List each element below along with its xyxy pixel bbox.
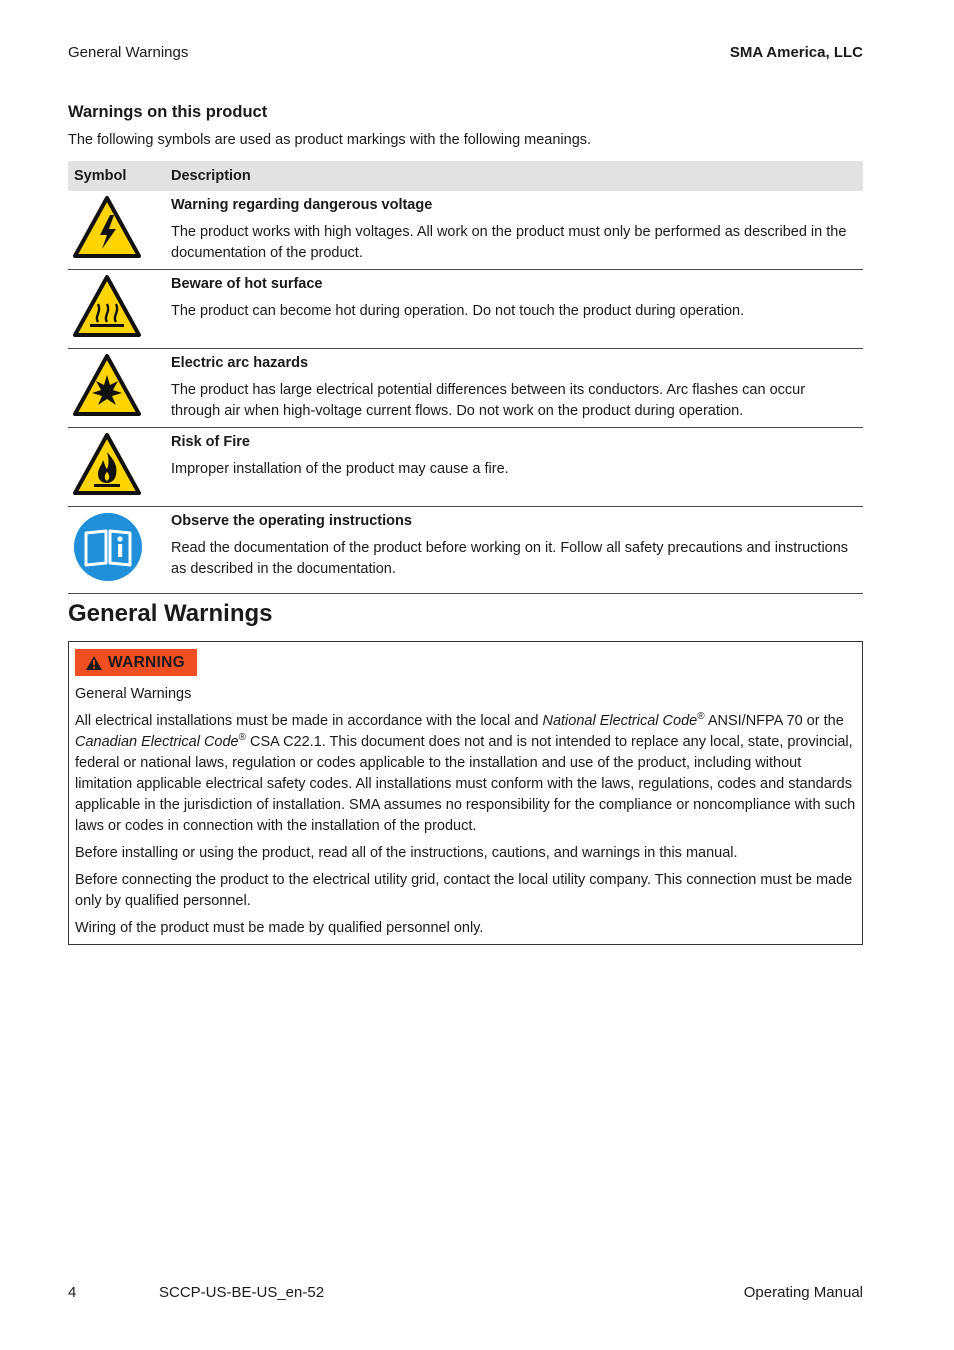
general-warnings-heading: General Warnings [68,600,273,627]
warning-box [68,641,863,945]
table-row [68,270,863,349]
table-header-row [68,161,863,191]
row-title: Risk of Fire [171,434,250,450]
warning-badge-label: WARNING [108,654,186,671]
warning-badge [75,649,197,676]
symbols-table [68,161,863,594]
warning-paragraph-utility: Before connecting the product to the electrical utility grid, contact the local utility company. This connection must be made only by qualified personnel. [75,871,853,909]
warning-paragraph-read-manual: Before installing or using the product, read all of the instructions, cautions, and warnings in this manual. [75,844,738,861]
row-description: The product has large electrical potential differences between its conductors. Arc flashes can occur through air when high-voltage current flows. Do not work on the product during operation. [171,382,806,419]
table-row [68,349,863,428]
page-number: 4 [68,1284,77,1301]
warning-triangle-icon [85,655,103,671]
row-description: The product works with high voltages. All work on the product must only be performed as described in the documentation of the product. [171,224,847,261]
running-header-section: General Warnings [68,44,189,61]
warning-paragraph-wiring: Wiring of the product must be made by qualified personnel only. [75,919,484,936]
row-description: Improper installation of the product may cause a fire. [171,461,509,477]
nec-reference: National Electrical Code [542,712,698,729]
document-id: SCCP-US-BE-US_en-52 [159,1284,325,1301]
row-title: Warning regarding dangerous voltage [171,197,433,213]
electric-arc-warning-icon [72,353,142,417]
column-header-description: Description [165,161,863,191]
row-title: Beware of hot surface [171,276,323,292]
row-title: Electric arc hazards [171,355,309,371]
table-row [68,428,863,507]
running-header-company: SMA America, LLC [729,44,863,61]
cec-reference: Canadian Electrical Code [75,733,239,750]
table-row [68,507,863,594]
row-description: The product can become hot during operation. Do not touch the product during operation. [171,303,745,319]
section-title: Warnings on this product [68,103,268,121]
section-intro: The following symbols are used as product markings with the following meanings. [68,132,592,148]
table-row [68,191,863,270]
warning-paragraph-codes: All electrical installations must be made in accordance with the local and National Electrical Code® ANSI/NFPA 70 or the Canadian Electrical Code® CSA C22.1. This document does not and is not intended to replace any local, state, provincial, federal or national laws, regulation or codes applicable to the installation and use of the product, including without limitation applicable electrical safety codes. All installations must conform with the laws, regulations, codes and standards applicable in the jurisdiction of installation. SMA assumes no responsibility for the compliance or noncompliance with such laws or codes in connection with the installation of the product. [75,710,856,834]
column-header-symbol: Symbol [68,161,165,191]
hot-surface-warning-icon [72,274,142,338]
fire-risk-warning-icon [72,432,142,496]
operating-instructions-icon [72,511,144,583]
row-title: Observe the operating instructions [171,513,412,529]
document-title: Operating Manual [743,1284,863,1301]
row-description: Read the documentation of the product before working on it. Follow all safety precautions and instructions as described in the documentation. [171,540,849,577]
warning-subtitle: General Warnings [75,685,192,702]
high-voltage-warning-icon [72,195,142,259]
